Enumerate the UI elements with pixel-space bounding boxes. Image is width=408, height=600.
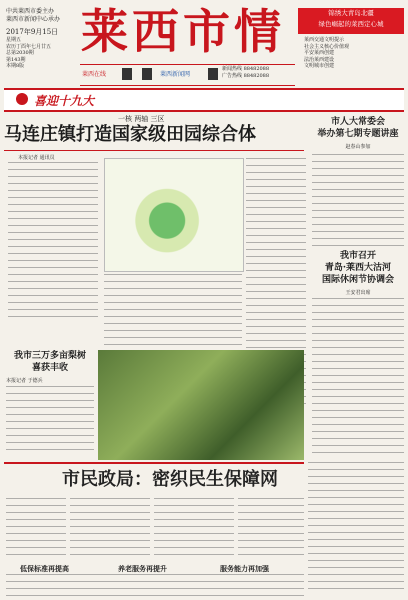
logo-strip [80, 64, 295, 86]
lead-body-text-2 [104, 274, 242, 346]
lead-kicker: 一核 两轴 三区 [118, 115, 165, 123]
logo-laixi-online: 莱西在线 [82, 71, 107, 78]
side-headline-2: 我市召开 青岛·莱西大沽河 国际休闲节协调会 [321, 251, 394, 285]
feature-headline: 我市三万多亩梨树 喜获丰收 [13, 351, 86, 373]
side-note-2: 王安君出席 [345, 290, 371, 296]
lead-byline: 本报记者 通讯员 [18, 155, 55, 161]
bottom-body-4 [238, 498, 304, 558]
qr-code-icon [122, 68, 132, 80]
lunar-date-text: 农历丁酉年七月廿五 [6, 43, 52, 50]
pages-count: 本期8版 [6, 63, 25, 69]
bottom-subhead-1: 低保标准再提高 [20, 564, 69, 573]
right-box-line-2: 绿色崛起的莱西定心城 [318, 20, 384, 28]
lead-headline: 马连庄镇打造国家级田园综合体 [4, 124, 256, 145]
issue-number: 第143期 [6, 56, 26, 63]
bottom-subhead-3: 服务能力再加强 [220, 564, 269, 573]
right-item: 法治莱西建设 [304, 56, 335, 63]
contact-info [222, 66, 294, 79]
weekday-text: 星期五 [6, 37, 22, 43]
bottom-body-1 [6, 498, 66, 558]
qr-code-icon [208, 68, 218, 80]
divider [4, 462, 304, 464]
date-text: 2017年9月15日 [6, 28, 59, 36]
right-item: 莱西交通文明提示 [304, 37, 345, 43]
newspaper-title: 莱西市情 [81, 5, 285, 60]
feature-body [6, 386, 94, 456]
right-box-line-1: 锦绣大青岛北疆 [328, 9, 374, 17]
side-note-1: 赵春山参加 [345, 144, 371, 150]
side-body-2 [312, 298, 404, 456]
publisher-line-1: 中共莱西市委主办 [6, 8, 55, 15]
lead-body-text [8, 162, 98, 322]
bottom-body-lower [6, 574, 304, 596]
banner-bar [4, 88, 404, 112]
side-headline-1: 市人大常委会 举办第七期专题讲座 [317, 117, 399, 139]
issue-total: 总第2030期 [6, 50, 34, 56]
banner-text: 喜迎十九大 [34, 94, 95, 108]
map-graphic [104, 158, 244, 272]
bottom-body-2 [70, 498, 150, 558]
masthead-right-list [304, 37, 402, 70]
pear-orchard-photo [98, 350, 304, 460]
party-emblem-icon [16, 93, 28, 105]
side-body-1 [312, 154, 404, 246]
contact-line: 广告热线 88482088 [222, 72, 270, 79]
qr-code-icon [142, 68, 152, 80]
right-item: 平安莱西创建 [304, 50, 335, 56]
bottom-right-body [308, 462, 404, 592]
right-item: 文明城市创建 [304, 63, 335, 69]
contact-line: 新闻热线 88482088 [222, 66, 270, 72]
bottom-headline: 市民政局：密织民生保障网 [62, 469, 278, 490]
bottom-body-3 [154, 498, 234, 558]
masthead-publisher [6, 8, 66, 23]
logo-laixi-news: 莱西新闻网 [160, 71, 191, 78]
masthead-date [6, 28, 66, 70]
divider [4, 150, 304, 151]
right-item: 社会主义核心价值观 [304, 43, 350, 50]
feature-caption: 本报记者 于德兵 [6, 378, 43, 384]
masthead-right-box [298, 8, 404, 34]
bottom-subhead-2: 养老服务再提升 [118, 564, 167, 573]
publisher-line-2: 莱西市新闻中心承办 [6, 15, 61, 23]
